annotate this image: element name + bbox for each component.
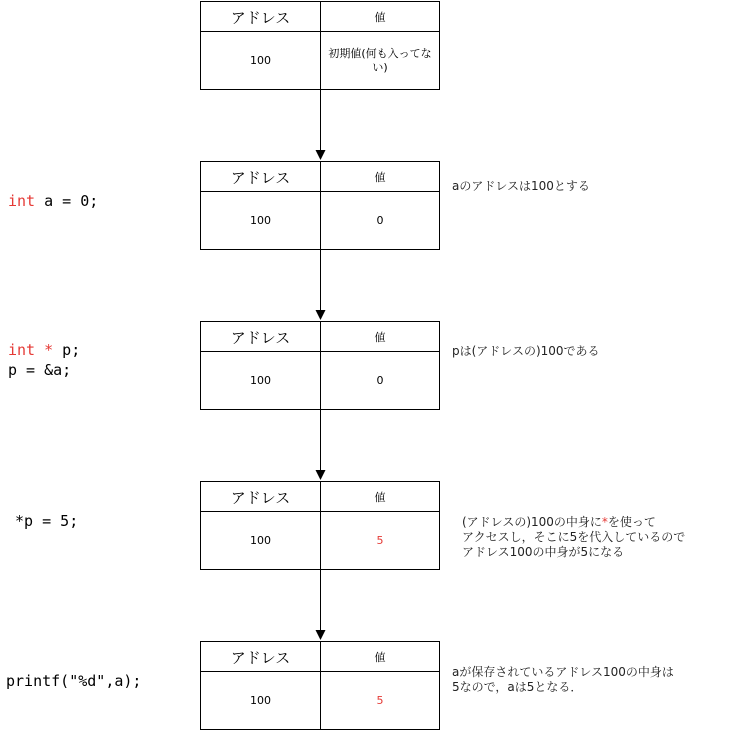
header-value: 値 <box>374 331 386 344</box>
code-step2 <box>8 340 80 380</box>
header-address: アドレス <box>230 648 291 667</box>
memory-box-initial <box>200 1 440 90</box>
code-text: p; <box>53 341 81 359</box>
header-value: 値 <box>374 651 386 664</box>
header-value: 値 <box>374 11 386 24</box>
address-cell: 100 <box>250 534 271 547</box>
header-address: アドレス <box>230 488 291 507</box>
value-line-2: い) <box>372 60 388 74</box>
value-cell: 5 <box>376 533 384 547</box>
note-step1: aのアドレスは100とする <box>452 179 590 193</box>
note-step2: pは(アドレスの)100である <box>452 344 600 358</box>
header-address: アドレス <box>230 168 291 187</box>
keyword-int: int <box>8 341 36 359</box>
code-step4 <box>6 671 141 691</box>
header-address: アドレス <box>230 328 291 347</box>
code-text: *p = 5; <box>6 512 79 530</box>
memory-box-step3 <box>200 481 440 570</box>
memory-box-step2 <box>200 321 440 410</box>
header-value: 値 <box>374 171 386 184</box>
code-step3 <box>6 511 78 531</box>
code-line-2: p = &a; <box>8 361 72 379</box>
code-text: printf("%d",a); <box>6 672 142 690</box>
value-cell: 0 <box>376 213 384 227</box>
header-address: アドレス <box>230 8 291 27</box>
note-step4: aが保存されているアドレス100の中身は 5なので，aは5となる． <box>452 665 674 694</box>
header-value: 値 <box>374 491 386 504</box>
asterisk: * <box>601 515 608 529</box>
pointer-star: * <box>35 341 54 359</box>
value-cell <box>321 32 439 89</box>
note-step3: (アドレスの)100の中身に*を使って アクセスし，そこに5を代入しているので アドレス100の中身が5になる <box>462 515 686 559</box>
memory-box-step1 <box>200 161 440 250</box>
address-cell: 100 <box>250 694 271 707</box>
code-step1 <box>8 191 98 211</box>
address-cell: 100 <box>250 214 271 227</box>
value-line-1: 初期値(何も入ってな <box>328 46 432 60</box>
keyword-int: int <box>8 192 36 210</box>
address-cell: 100 <box>250 374 271 387</box>
code-text: a = 0; <box>35 192 99 210</box>
memory-box-step4 <box>200 641 440 730</box>
value-cell: 0 <box>376 373 384 387</box>
address-cell: 100 <box>250 54 271 67</box>
value-cell: 5 <box>376 693 384 707</box>
